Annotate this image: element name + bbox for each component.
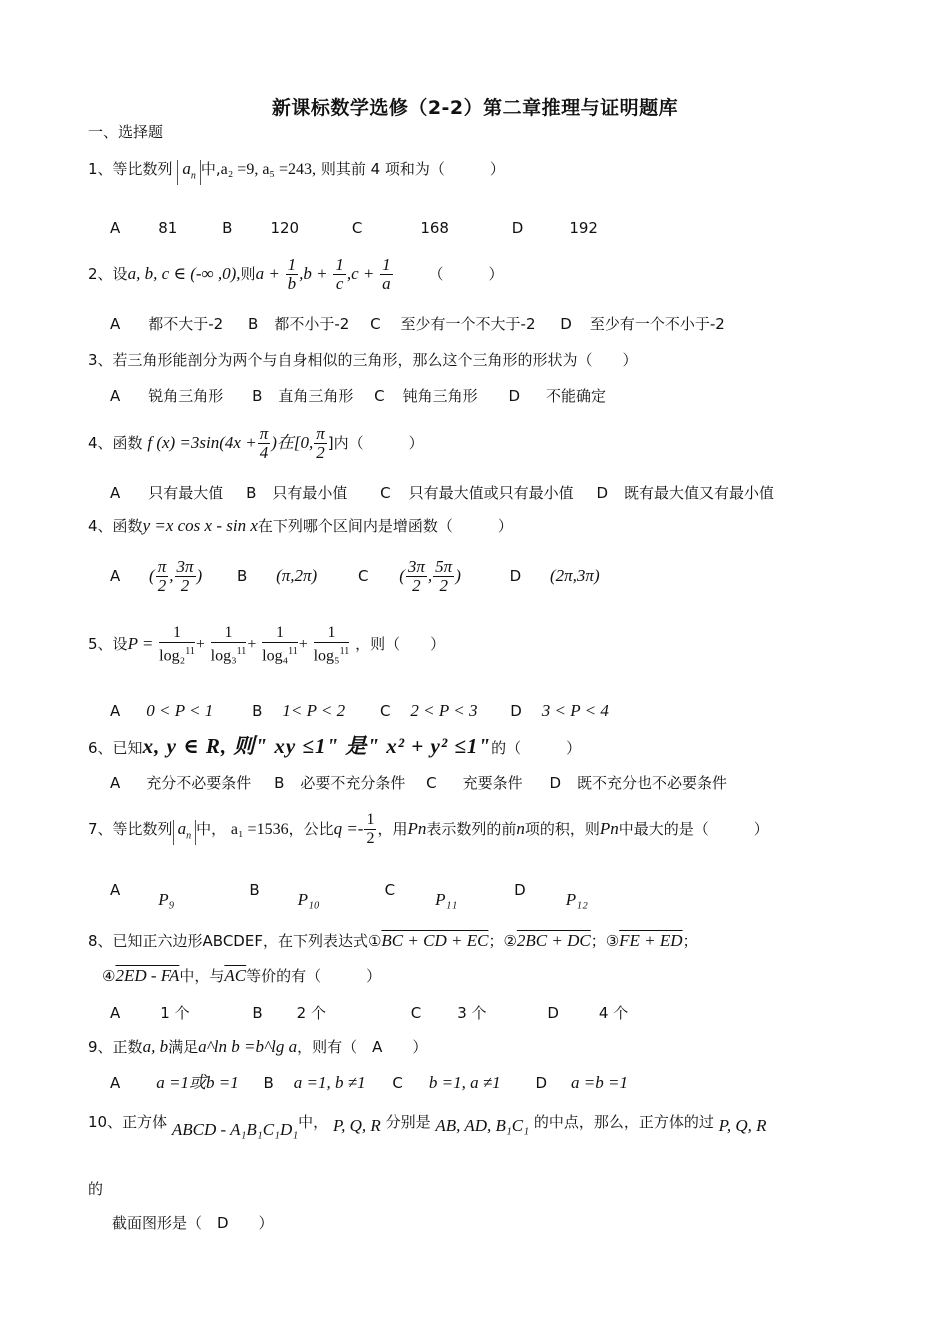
question-9: 9、正数a, b满足a^ln b =b^lg a，则有（ A ） bbox=[88, 1037, 428, 1056]
question-2: 2、设a, b, c ∈ (-∞ ,0),则a + $\frac{1}{b}$ ,b + $\frac{1}{c}$ ,c + $\frac{1}{a}$ （ ） bbox=[88, 255, 504, 293]
question-7: 7、等比数列 $a_n$ 中， a₁ =1536，公比q =- $\frac{1}{2}$ ，用Pn表示数列的前n项的积，则Pn中最大的是（ ） bbox=[88, 811, 769, 847]
question-10-continued: 的 bbox=[88, 1180, 104, 1198]
question-5-options: A 0 < P < 1 B 1< P < 2 C 2 < P < 3 D 3 < P < 4 bbox=[110, 701, 609, 720]
question-1: 1、等比数列 $a_n$ 中,a₂ =9, a₅ =243, 则其前 4 项和为（ ） bbox=[88, 158, 505, 185]
question-9-options: A a =1或b =1 B a =1, b ≠1 C b =1, a ≠1 D a =b =1 bbox=[110, 1073, 628, 1092]
question-10-answer-line: 截面图形是（ D ） bbox=[112, 1214, 274, 1232]
fraction: $\frac{1}{b}$ bbox=[287, 255, 297, 293]
fraction: $\frac{\pi}{2}$ bbox=[316, 424, 325, 462]
sequence-notation: $a_n$ bbox=[177, 160, 201, 185]
vector-expression: BC + CD + EC bbox=[381, 931, 489, 950]
condition-math: a₂ =9, a₅ =243, bbox=[220, 161, 317, 178]
question-3-options: A 锐角三角形 B 直角三角形 C 钝角三角形 D 不能确定 bbox=[110, 387, 607, 405]
question-10: 10、正方体 ABCD - A₁B₁C₁D₁中， P, Q, R 分别是 AB, AD, B₁C₁ 的中点，那么，正方体的过 P, Q, R bbox=[88, 1113, 767, 1139]
question-8-line-1: 8、已知正六边形ABCDEF，在下列表达式①BC + CD + EC；②2BC + DC；③FE + ED； bbox=[88, 931, 698, 950]
vector-expression: 2BC + DC bbox=[516, 931, 591, 950]
question-4a: 4、函数 f (x) =3sin(4x + $\frac{\pi}{4}$ )在[0, $\frac{\pi}{2}$ ]内（ ） bbox=[88, 424, 424, 462]
fraction: $\frac{\pi}{4}$ bbox=[259, 424, 269, 462]
section-heading: 一、选择题 bbox=[88, 123, 164, 141]
question-1-options: A 81 B 120 C 168 D 192 bbox=[110, 219, 598, 237]
vector-expression: 2ED - FA bbox=[115, 966, 180, 985]
fraction: $\frac{1}{a}$ bbox=[382, 255, 391, 293]
question-7-options: A P₉ B P₁₀ C P₁₁ D P₁₂ bbox=[110, 881, 588, 909]
question-8-options: A 1 个 B 2 个 C 3 个 D 4 个 bbox=[110, 1004, 629, 1022]
question-4a-options: A 只有最大值 B 只有最小值 C 只有最大值或只有最小值 D 既有最大值又有最小值 bbox=[110, 484, 775, 502]
question-5: 5、设P = $\frac{1}{\log_2^{11}}$ + $\frac{1}{\log_3^{11}}$ + $\frac{1}{\log_4^{11}}$ + $\frac{1}{\log_5^{11}}$ ，则（ ） bbox=[88, 623, 446, 665]
question-4b: 4、函数y =x cos x - sin x在下列哪个区间内是增函数（ ） bbox=[88, 516, 513, 535]
question-4b-options: A ( $\frac{\pi}{2}$ , $\frac{3\pi}{2}$ ) B (π,2π) C ( $\frac{3\pi}{2}$ , $\frac{5\pi}{2}$ ) D (2π,3π) bbox=[110, 557, 600, 595]
vector-expression: FE + ED bbox=[619, 931, 683, 950]
question-6: 6、已知x, y ∈ R, 则" xy ≤1" 是" x² + y² ≤1"的（ ） bbox=[88, 734, 582, 758]
fraction: $\frac{1}{c}$ bbox=[335, 255, 344, 293]
question-6-options: A 充分不必要条件 B 必要不充分条件 C 充要条件 D 既不充分也不必要条件 bbox=[110, 774, 728, 792]
question-2-options: A 都不大于-2 B 都不小于-2 C 至少有一个不大于-2 D 至少有一个不小于-2 bbox=[110, 315, 725, 333]
question-3: 3、若三角形能剖分为两个与自身相似的三角形，那么这个三角形的形状为（ ） bbox=[88, 351, 638, 369]
question-8-line-2: ④2ED - FA中，与$\overline{AC}$等价的有（ ） bbox=[102, 966, 382, 985]
page-title: 新课标数学选修（2-2）第二章推理与证明题库 bbox=[271, 97, 679, 119]
